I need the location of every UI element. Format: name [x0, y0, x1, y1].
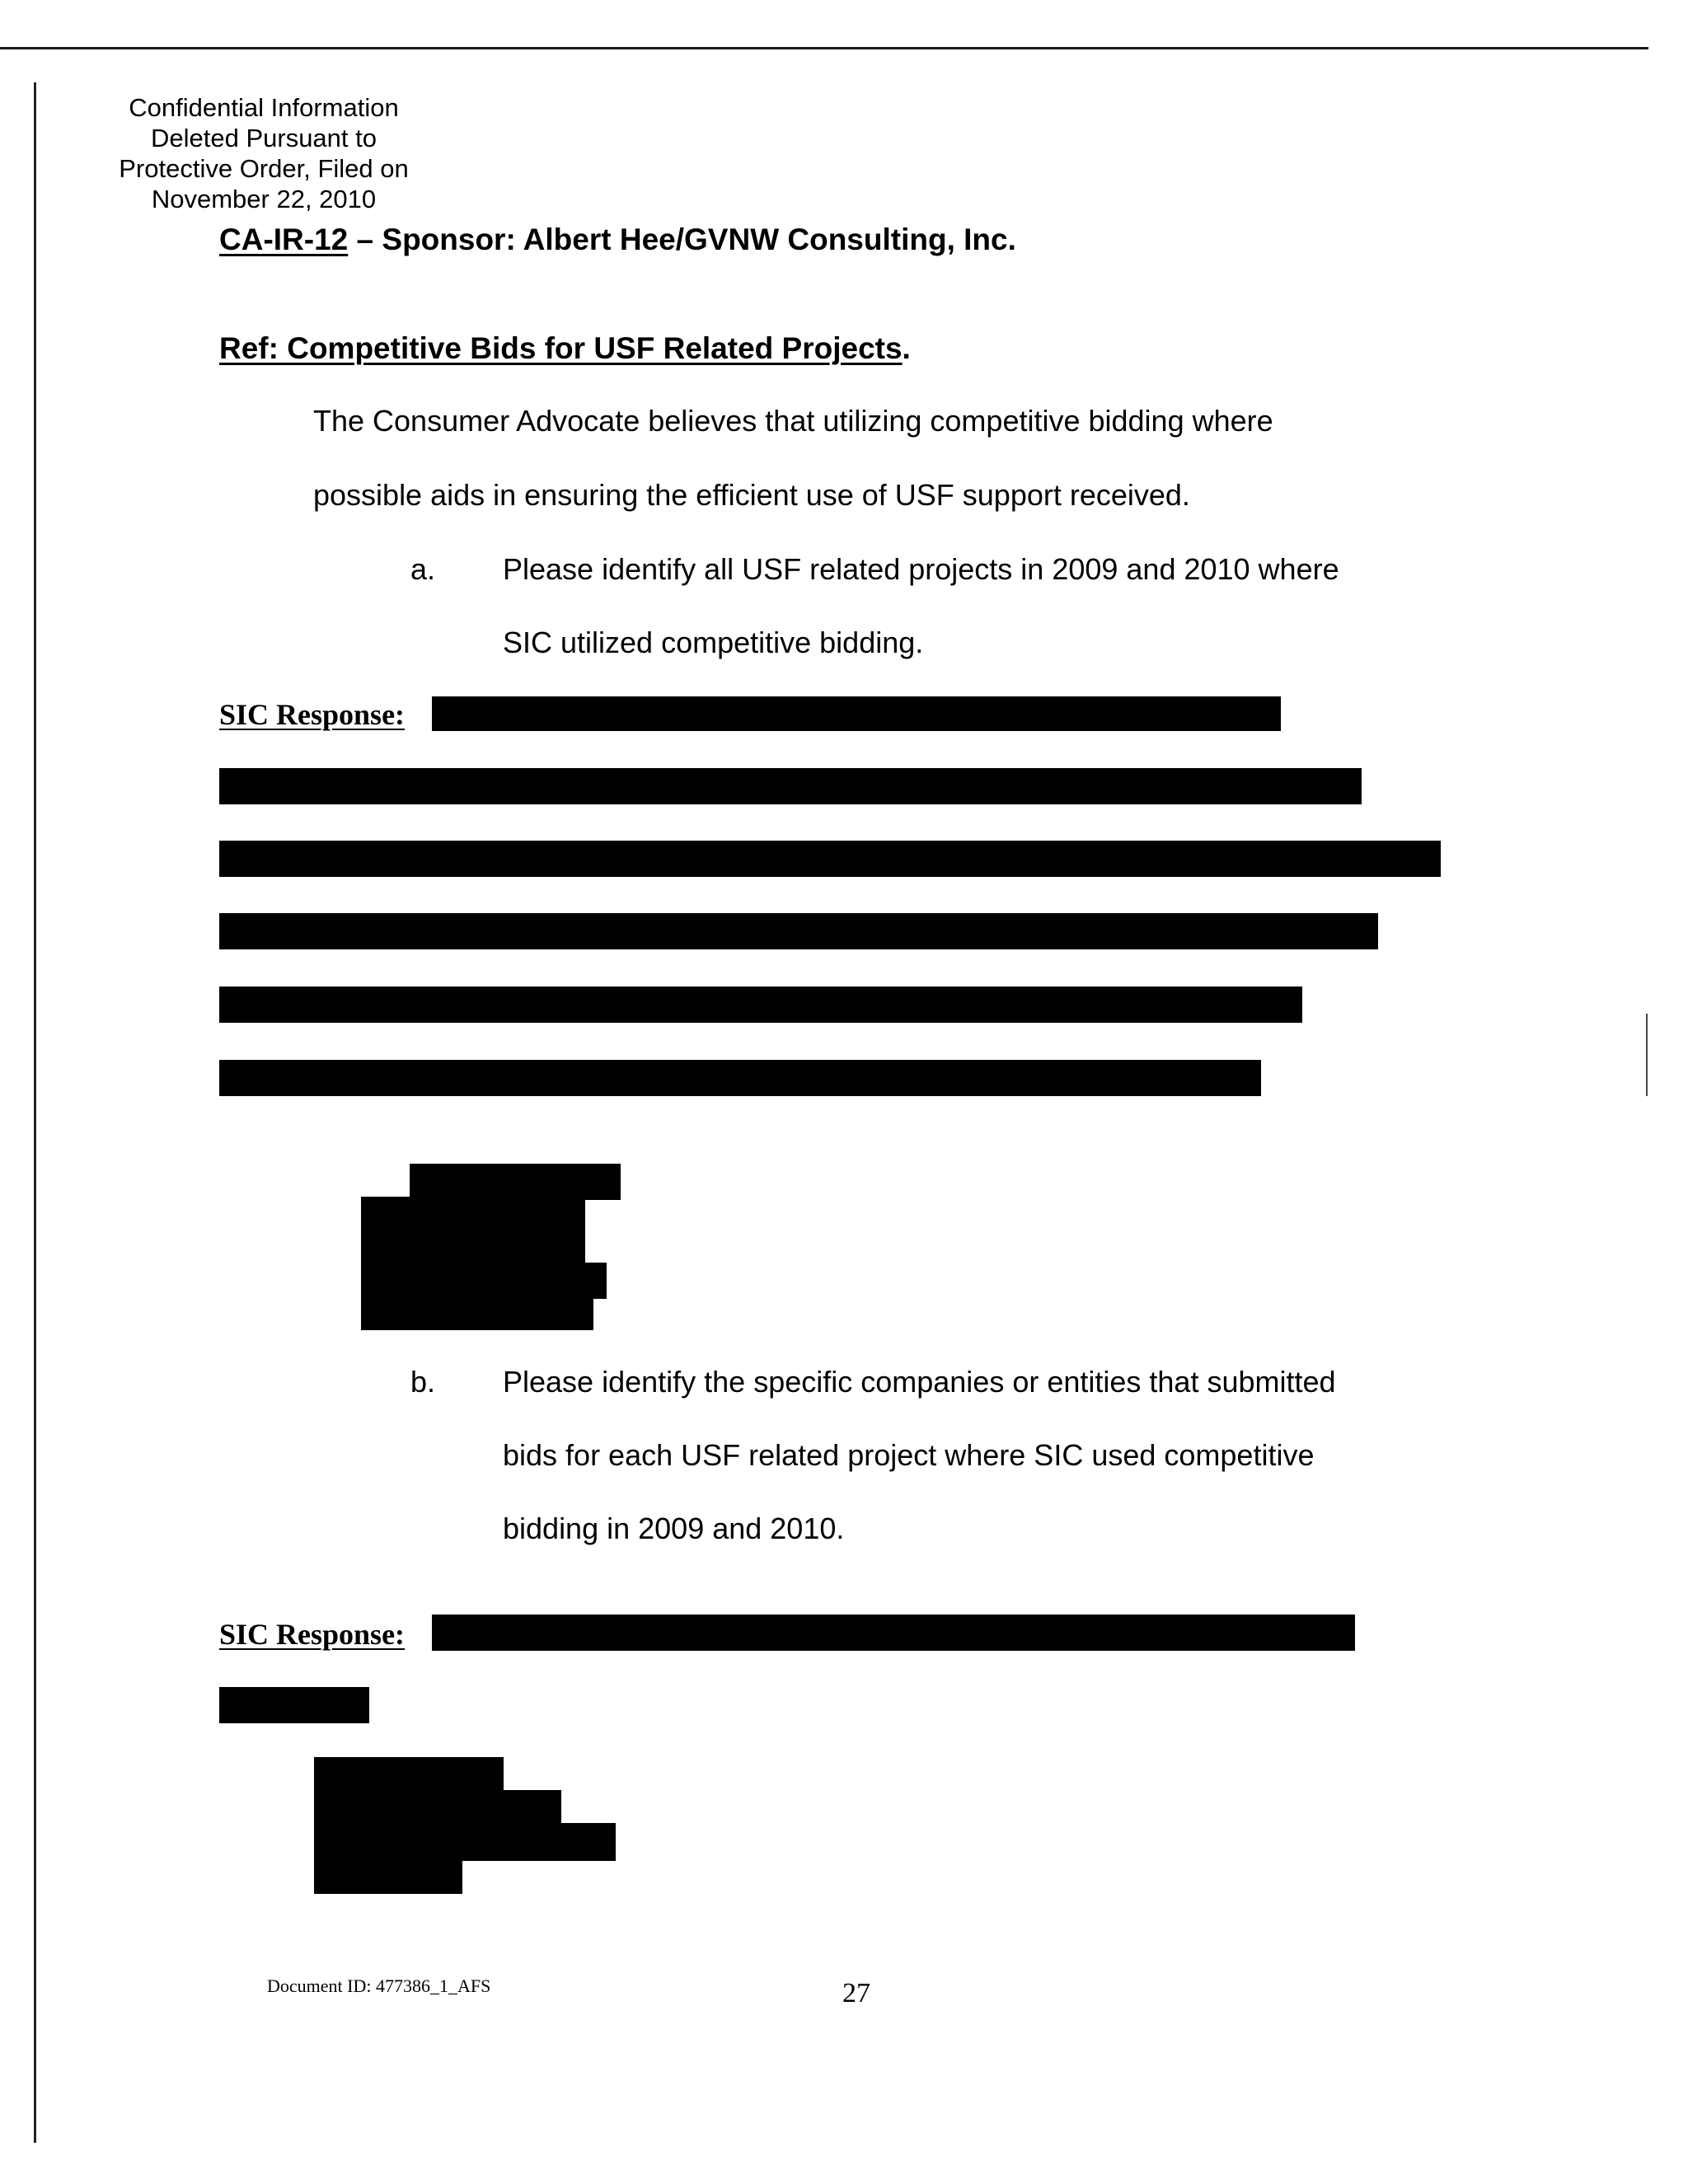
request-id: CA-IR-12 — [219, 223, 349, 256]
redaction-block — [219, 1060, 1261, 1096]
redaction-block — [219, 768, 1362, 804]
reference-heading — [219, 331, 911, 366]
redaction-block — [219, 987, 1302, 1023]
page-right-mark — [1646, 1014, 1648, 1096]
redaction-block — [314, 1858, 462, 1894]
question-b-line-1: Please identify the specific companies or entities that submitted — [503, 1365, 1336, 1399]
question-a-line-1: Please identify all USF related projects in 2009 and 2010 where — [503, 552, 1339, 586]
redaction-block — [361, 1296, 593, 1330]
redaction-block — [432, 1615, 1355, 1651]
stamp-line: Protective Order, Filed on — [119, 154, 409, 183]
stamp-line: Confidential Information — [129, 93, 399, 122]
redaction-block — [361, 1263, 607, 1299]
page-top-rule — [0, 47, 1648, 49]
intro-line-2: possible aids in ensuring the efficient use of USF support received. — [313, 478, 1190, 512]
document-id: Document ID: 477386_1_AFS — [267, 1975, 491, 1996]
question-a-line-2: SIC utilized competitive bidding. — [503, 626, 924, 659]
redaction-block — [219, 841, 1441, 877]
question-b-line-3: bidding in 2009 and 2010. — [503, 1511, 845, 1545]
question-a-marker: a. — [410, 552, 436, 586]
page-number: 27 — [842, 1978, 870, 2008]
redaction-block — [361, 1197, 585, 1266]
redaction-block — [219, 913, 1378, 949]
confidentiality-stamp — [99, 92, 429, 214]
response-a-label: SIC Response: — [219, 698, 406, 731]
response-b-label: SIC Response: — [219, 1618, 406, 1651]
redaction-block — [314, 1757, 504, 1793]
redaction-block — [219, 1687, 369, 1723]
question-b-line-2: bids for each USF related project where SIC used competitive — [503, 1438, 1315, 1472]
request-heading — [219, 223, 1016, 257]
redaction-block — [410, 1164, 621, 1200]
redaction-block — [432, 696, 1281, 731]
intro-line-1: The Consumer Advocate believes that utilizing competitive bidding where — [313, 404, 1273, 438]
redaction-block — [314, 1790, 561, 1826]
reference-label: Ref: Competitive Bids for USF Related Projects — [219, 331, 903, 365]
page-left-edge — [34, 82, 36, 2143]
redaction-block — [314, 1823, 616, 1861]
stamp-line: November 22, 2010 — [151, 185, 377, 213]
stamp-line: Deleted Pursuant to — [150, 124, 377, 152]
request-sponsor: – Sponsor: Albert Hee/GVNW Consulting, Inc. — [348, 223, 1016, 256]
question-b-marker: b. — [410, 1365, 436, 1399]
reference-period: . — [902, 331, 911, 365]
